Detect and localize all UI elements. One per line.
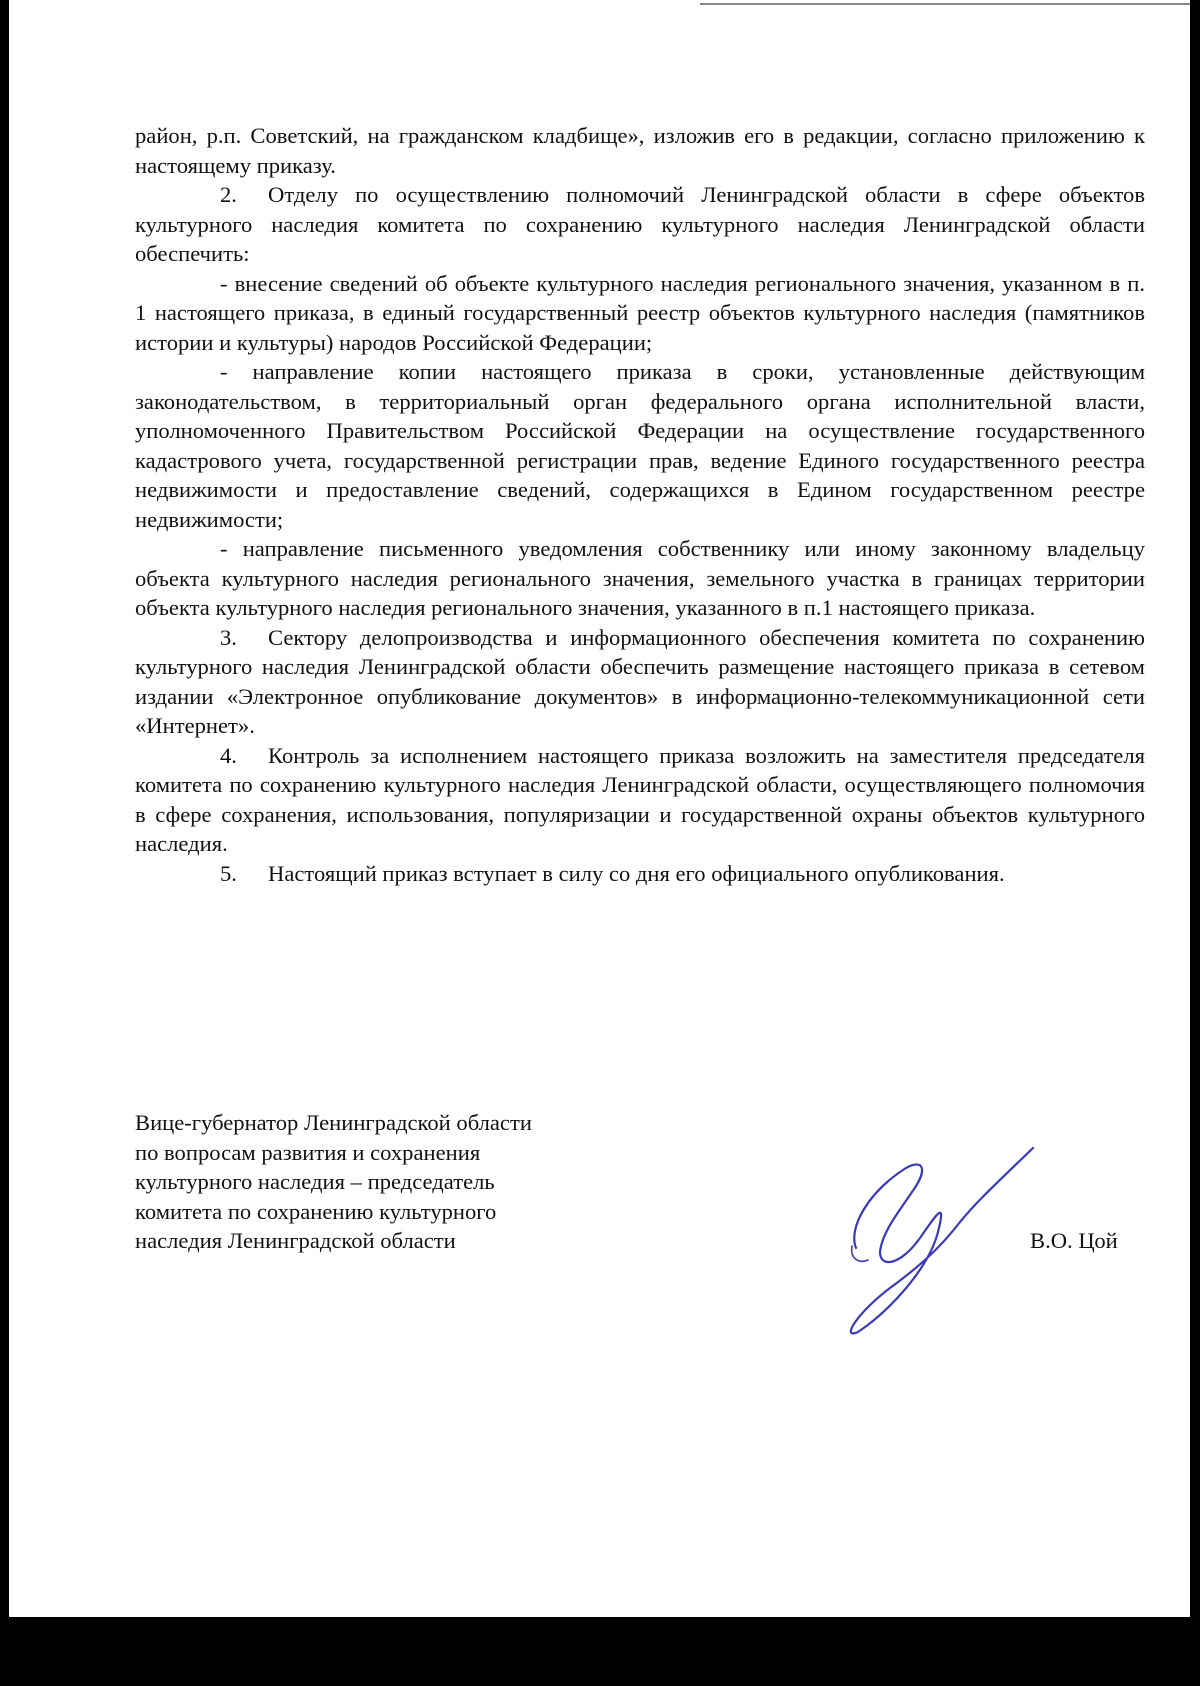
paragraph-item-2 — [135, 180, 1145, 269]
position-line: культурного наследия – председатель — [135, 1169, 495, 1194]
item-number: 2. — [220, 182, 237, 207]
signatory-position — [135, 1108, 655, 1256]
order-body-text — [135, 121, 1145, 888]
position-line: комитета по сохранению культурного — [135, 1198, 497, 1224]
paragraph-text: Контроль за исполнением настоящего приказа возложить на заместителя председателя комитета по сохранению культурного наследия Ленинградской области, осуществляющего полномочия в сфере сохранения, использования, популяризации и государственной охраны объектов культурного наследия. — [135, 742, 1145, 856]
position-line: Вице-губернатор Ленинградской области — [135, 1110, 532, 1135]
signature-stroke — [851, 1148, 1033, 1333]
paragraph-text: Настоящий приказ вступает в силу со дня его официального опубликования. — [268, 860, 1005, 886]
signature-stroke — [852, 1246, 868, 1261]
item-number: 5. — [220, 860, 237, 886]
paragraph-text: - внесение сведений об объекте культурного наследия регионального значения, указанном в п. 1 настоящего приказа, в единый государственный реестр объектов культурного наследия (памятников истории и культуры) народов Российской Федерации; — [135, 270, 1145, 355]
paragraph-dash-registry — [135, 269, 1145, 358]
paragraph-item-4 — [135, 741, 1145, 859]
scan-edge-right — [1190, 0, 1200, 1686]
scan-edge-left — [0, 0, 9, 1686]
paragraph-text: - направление копии настоящего приказа в сроки, установленные действующим законодательством, в территориальный орган федерального органа исполнительной власти, уполномоченного Правительством Российской Федерации на осуществление государственного кадастрового учета, государственной регистрации прав, ведение Единого государственного реестра недвижимости и предоставление сведений, содержащихся в Едином государственном реестре недвижимости; — [135, 359, 1145, 532]
position-line: наследия Ленинградской области — [135, 1228, 456, 1253]
paragraph-text: - направление письменного уведомления собственнику или иному законному владельцу объекта культурного наследия регионального значения, земельного участка в границах территории объекта культурного наследия регионального значения, указанного в п.1 настоящего приказа. — [135, 536, 1145, 620]
signer-name: В.О. Цой — [1030, 1228, 1118, 1253]
scan-edge-bottom — [0, 1617, 1200, 1686]
scan-edge-top — [700, 3, 1190, 5]
paragraph-item-3 — [135, 623, 1145, 741]
paragraph-item-5 — [135, 859, 1145, 889]
position-line: по вопросам развития и сохранения — [135, 1139, 481, 1165]
paragraph-dash-notice — [135, 534, 1145, 623]
paragraph-text: район, р.п. Советский, на гражданском кладбище», изложив его в редакции, согласно приложению к настоящему приказу. — [135, 123, 1145, 178]
paragraph-text: Сектору делопроизводства и информационного обеспечения комитета по сохранению культурного наследия Ленинградской области обеспечить размещение настоящего приказа в сетевом издании «Электронное опубликование документов» в информационно-телекоммуникационной сети «Интернет». — [135, 624, 1145, 738]
item-number: 3. — [220, 624, 237, 650]
paragraph-text: Отделу по осуществлению полномочий Ленинградской области в сфере объектов культурного наследия комитета по сохранению культурного наследия Ленинградской области обеспечить: — [135, 182, 1145, 266]
handwritten-signature — [828, 1140, 1058, 1340]
paragraph-dash-copy — [135, 357, 1145, 534]
paragraph-continuation — [135, 121, 1145, 180]
item-number: 4. — [220, 742, 237, 768]
